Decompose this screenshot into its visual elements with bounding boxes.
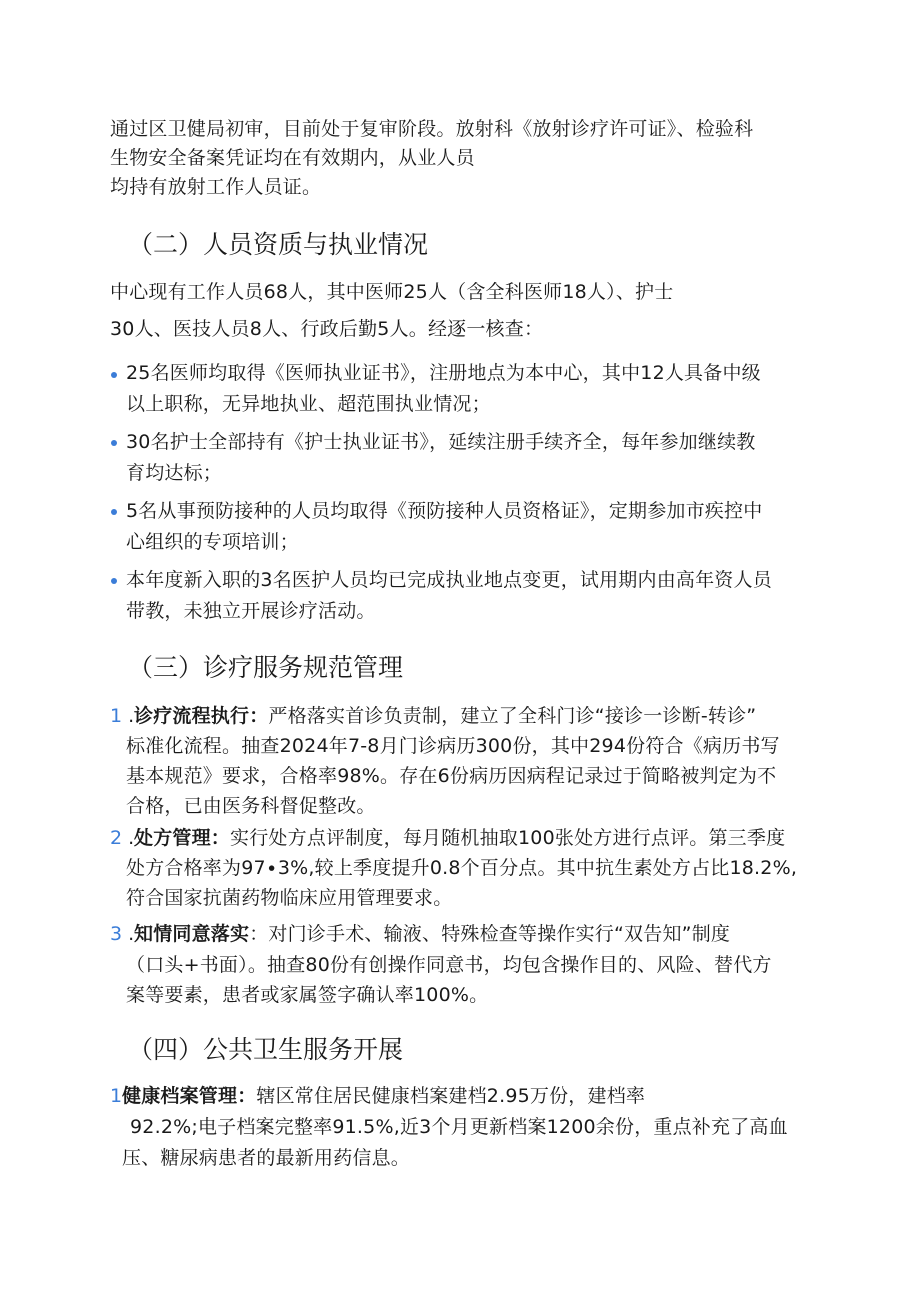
section-2-para-line-1: 中心现有工作人员68人，其中医师25人（含全科医师18人）、护士	[110, 281, 674, 303]
section-3-item-2-line-2: 处方合格率为97∙3%,较上季度提升0.8个百分点。其中抗生素处方占比18.2%,	[126, 857, 798, 879]
section-3-item-2-line-1: 处方管理：实行处方点评制度，每月随机抽取100张处方进行点评。第三季度	[134, 827, 786, 849]
bullet-icon	[111, 440, 117, 446]
section-3-item-1-line-3: 基本规范》要求，合格率98%。存在6份病历因病程记录过于简略被判定为不	[126, 765, 777, 787]
bullet-icon	[111, 372, 117, 378]
section-3-item-3-line-2: （口头+书面）。抽查80份有创操作同意书，均包含操作目的、风险、替代方	[126, 954, 772, 976]
section-3-item-2-line-3: 符合国家抗菌药物临床应用管理要求。	[126, 887, 453, 909]
bullet-4-line-2: 带教，未独立开展诊疗活动。	[126, 600, 376, 622]
section-4-item-1-line-2: 92.2%;电子档案完整率91.5%,近3个月更新档案1200余份，重点补充了高血	[130, 1116, 788, 1138]
intro-line-2: 生物安全备案凭证均在有效期内，从业人员	[110, 147, 475, 169]
bullet-1-line-1: 25名医师均取得《医师执业证书》，注册地点为本中心，其中12人具备中级	[126, 362, 761, 384]
section-3-item-3-line-3: 案等要素，患者或家属签字确认率100%。	[126, 984, 489, 1006]
bullet-3-line-1: 5名从事预防接种的人员均取得《预防接种人员资格证》，定期参加市疾控中	[126, 500, 763, 522]
bullet-1-line-2: 以上职称，无异地执业、超范围执业情况；	[126, 393, 491, 415]
section-3-item-1-line-4: 合格，已由医务科督促整改。	[126, 795, 376, 817]
bullet-4-line-1: 本年度新入职的3名医护人员均已完成执业地点变更，试用期内由高年资人员	[126, 569, 772, 591]
section-2-para-line-2: 30人、医技人员8人、行政后勤5人。经逐一核查：	[110, 318, 544, 340]
section-2-heading: （二）人员资质与执业情况	[128, 230, 429, 259]
bullet-2-line-1: 30名护士全部持有《护士执业证书》，延续注册手续齐全，每年参加继续教	[126, 431, 756, 453]
section-4-item-1-line-1: 健康档案管理：辖区常住居民健康档案建档2.95万份，建档率	[122, 1085, 646, 1107]
bullet-2-line-2: 育均达标；	[126, 462, 223, 484]
section-3-item-1-line-2: 标准化流程。抽查2024年7-8月门诊病历300份，其中294份符合《病历书写	[126, 735, 780, 757]
section-3-heading: （三）诊疗服务规范管理	[128, 653, 404, 682]
list-number: 2 .	[110, 827, 135, 849]
list-number: 1 .	[110, 705, 135, 727]
intro-line-1: 通过区卫健局初审，目前处于复审阶段。放射科《放射诊疗许可证》、检验科	[110, 118, 754, 140]
bullet-icon	[111, 578, 117, 584]
intro-line-3: 均持有放射工作人员证。	[110, 176, 322, 198]
section-4-heading: （四）公共卫生服务开展	[128, 1035, 404, 1064]
section-4-item-1-line-3: 压、糖尿病患者的最新用药信息。	[122, 1147, 411, 1169]
list-number: 1	[110, 1085, 123, 1107]
list-number: 3 .	[110, 923, 135, 945]
section-3-item-1-line-1: 诊疗流程执行：严格落实首诊负责制，建立了全科门诊“接诊一诊断-转诊”	[134, 705, 757, 727]
bullet-icon	[111, 509, 117, 515]
bullet-3-line-2: 心组织的专项培训；	[126, 531, 299, 553]
section-3-item-3-line-1: 知情同意落实：对门诊手术、输液、特殊检查等操作实行“双告知”制度	[134, 923, 731, 945]
